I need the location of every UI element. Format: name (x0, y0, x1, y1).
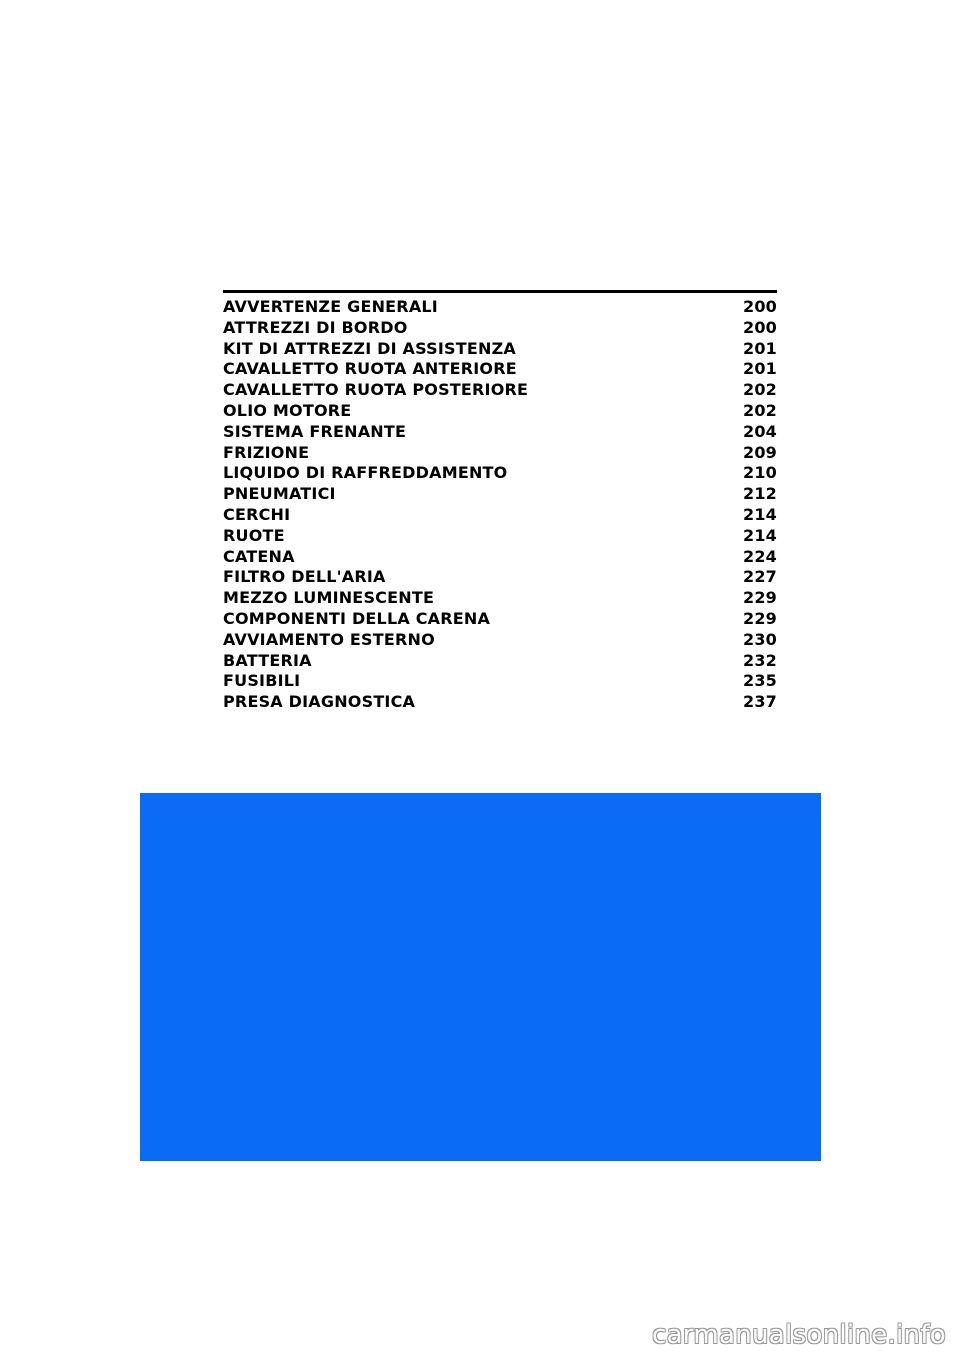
toc-entry-title: BATTERIA (223, 650, 312, 670)
toc-entry-page: 204 (743, 421, 777, 441)
toc-entry-title: PNEUMATICI (223, 484, 336, 504)
toc-entry-page: 202 (743, 380, 777, 400)
toc-entry[interactable] (223, 443, 777, 464)
toc-entry-title: RUOTE (223, 525, 285, 545)
toc-entry[interactable] (223, 609, 777, 630)
toc-entry-title: MEZZO LUMINESCENTE (223, 588, 435, 608)
toc-entry-title: SISTEMA FRENANTE (223, 421, 407, 441)
toc-entry-title: KIT DI ATTREZZI DI ASSISTENZA (223, 338, 516, 358)
toc-entry[interactable] (223, 297, 777, 318)
toc-entry-page: 237 (743, 692, 777, 712)
toc-entry[interactable] (223, 484, 777, 505)
toc-entry-page: 227 (743, 567, 777, 587)
toc-entry-title: COMPONENTI DELLA CARENA (223, 608, 491, 628)
toc-entry[interactable] (223, 671, 777, 692)
toc-entry-page: 224 (743, 546, 777, 566)
toc-entry-title: CAVALLETTO RUOTA POSTERIORE (223, 380, 529, 400)
toc-entry-page: 229 (743, 588, 777, 608)
toc-entry[interactable] (223, 359, 777, 380)
toc-entry[interactable] (223, 422, 777, 443)
toc-entry[interactable] (223, 526, 777, 547)
toc-entry-page: 201 (743, 359, 777, 379)
toc-entry-page: 209 (743, 442, 777, 462)
toc-entry-title: CAVALLETTO RUOTA ANTERIORE (223, 359, 517, 379)
toc-entry[interactable] (223, 588, 777, 609)
toc-entry-page: 232 (743, 650, 777, 670)
toc-entry[interactable] (223, 339, 777, 360)
toc-entry-title: AVVERTENZE GENERALI (223, 297, 438, 316)
toc-entry-title: LIQUIDO DI RAFFREDDAMENTO (223, 463, 508, 483)
toc-entry-title: FRIZIONE (223, 442, 310, 462)
toc-entry-page: 201 (743, 338, 777, 358)
toc-entry[interactable] (223, 651, 777, 672)
toc-entry-page: 212 (743, 484, 777, 504)
blue-panel (140, 793, 821, 1161)
toc-entry-title: FUSIBILI (223, 671, 301, 691)
toc-entry[interactable] (223, 380, 777, 401)
toc-entry[interactable] (223, 692, 777, 713)
toc-entry[interactable] (223, 401, 777, 422)
toc-entry-page: 210 (743, 463, 777, 483)
toc-entry-page: 235 (743, 671, 777, 691)
toc-entry-title: OLIO MOTORE (223, 400, 352, 420)
toc-entry-title: CATENA (223, 546, 295, 566)
site-watermark: carmanualsonline.info (651, 1320, 946, 1350)
toc-entry-page: 230 (743, 629, 777, 649)
toc-entry[interactable] (223, 463, 777, 484)
toc-entry-page: 200 (743, 297, 777, 316)
toc-entry[interactable] (223, 567, 777, 588)
toc-entry-page: 214 (743, 504, 777, 524)
toc-entry-page: 229 (743, 608, 777, 628)
toc-entry-title: CERCHI (223, 504, 291, 524)
toc-entry-title: PRESA DIAGNOSTICA (223, 692, 416, 712)
toc-entry-page: 202 (743, 400, 777, 420)
toc-entry-title: AVVIAMENTO ESTERNO (223, 629, 435, 649)
toc-entry[interactable] (223, 318, 777, 339)
toc-entry-page: 200 (743, 317, 777, 337)
toc-entry-title: ATTREZZI DI BORDO (223, 317, 408, 337)
toc-entry[interactable] (223, 547, 777, 568)
toc-entry-page: 214 (743, 525, 777, 545)
toc-entry-title: FILTRO DELL'ARIA (223, 567, 386, 587)
toc-entry[interactable] (223, 630, 777, 651)
table-of-contents (223, 290, 777, 713)
toc-entry[interactable] (223, 505, 777, 526)
